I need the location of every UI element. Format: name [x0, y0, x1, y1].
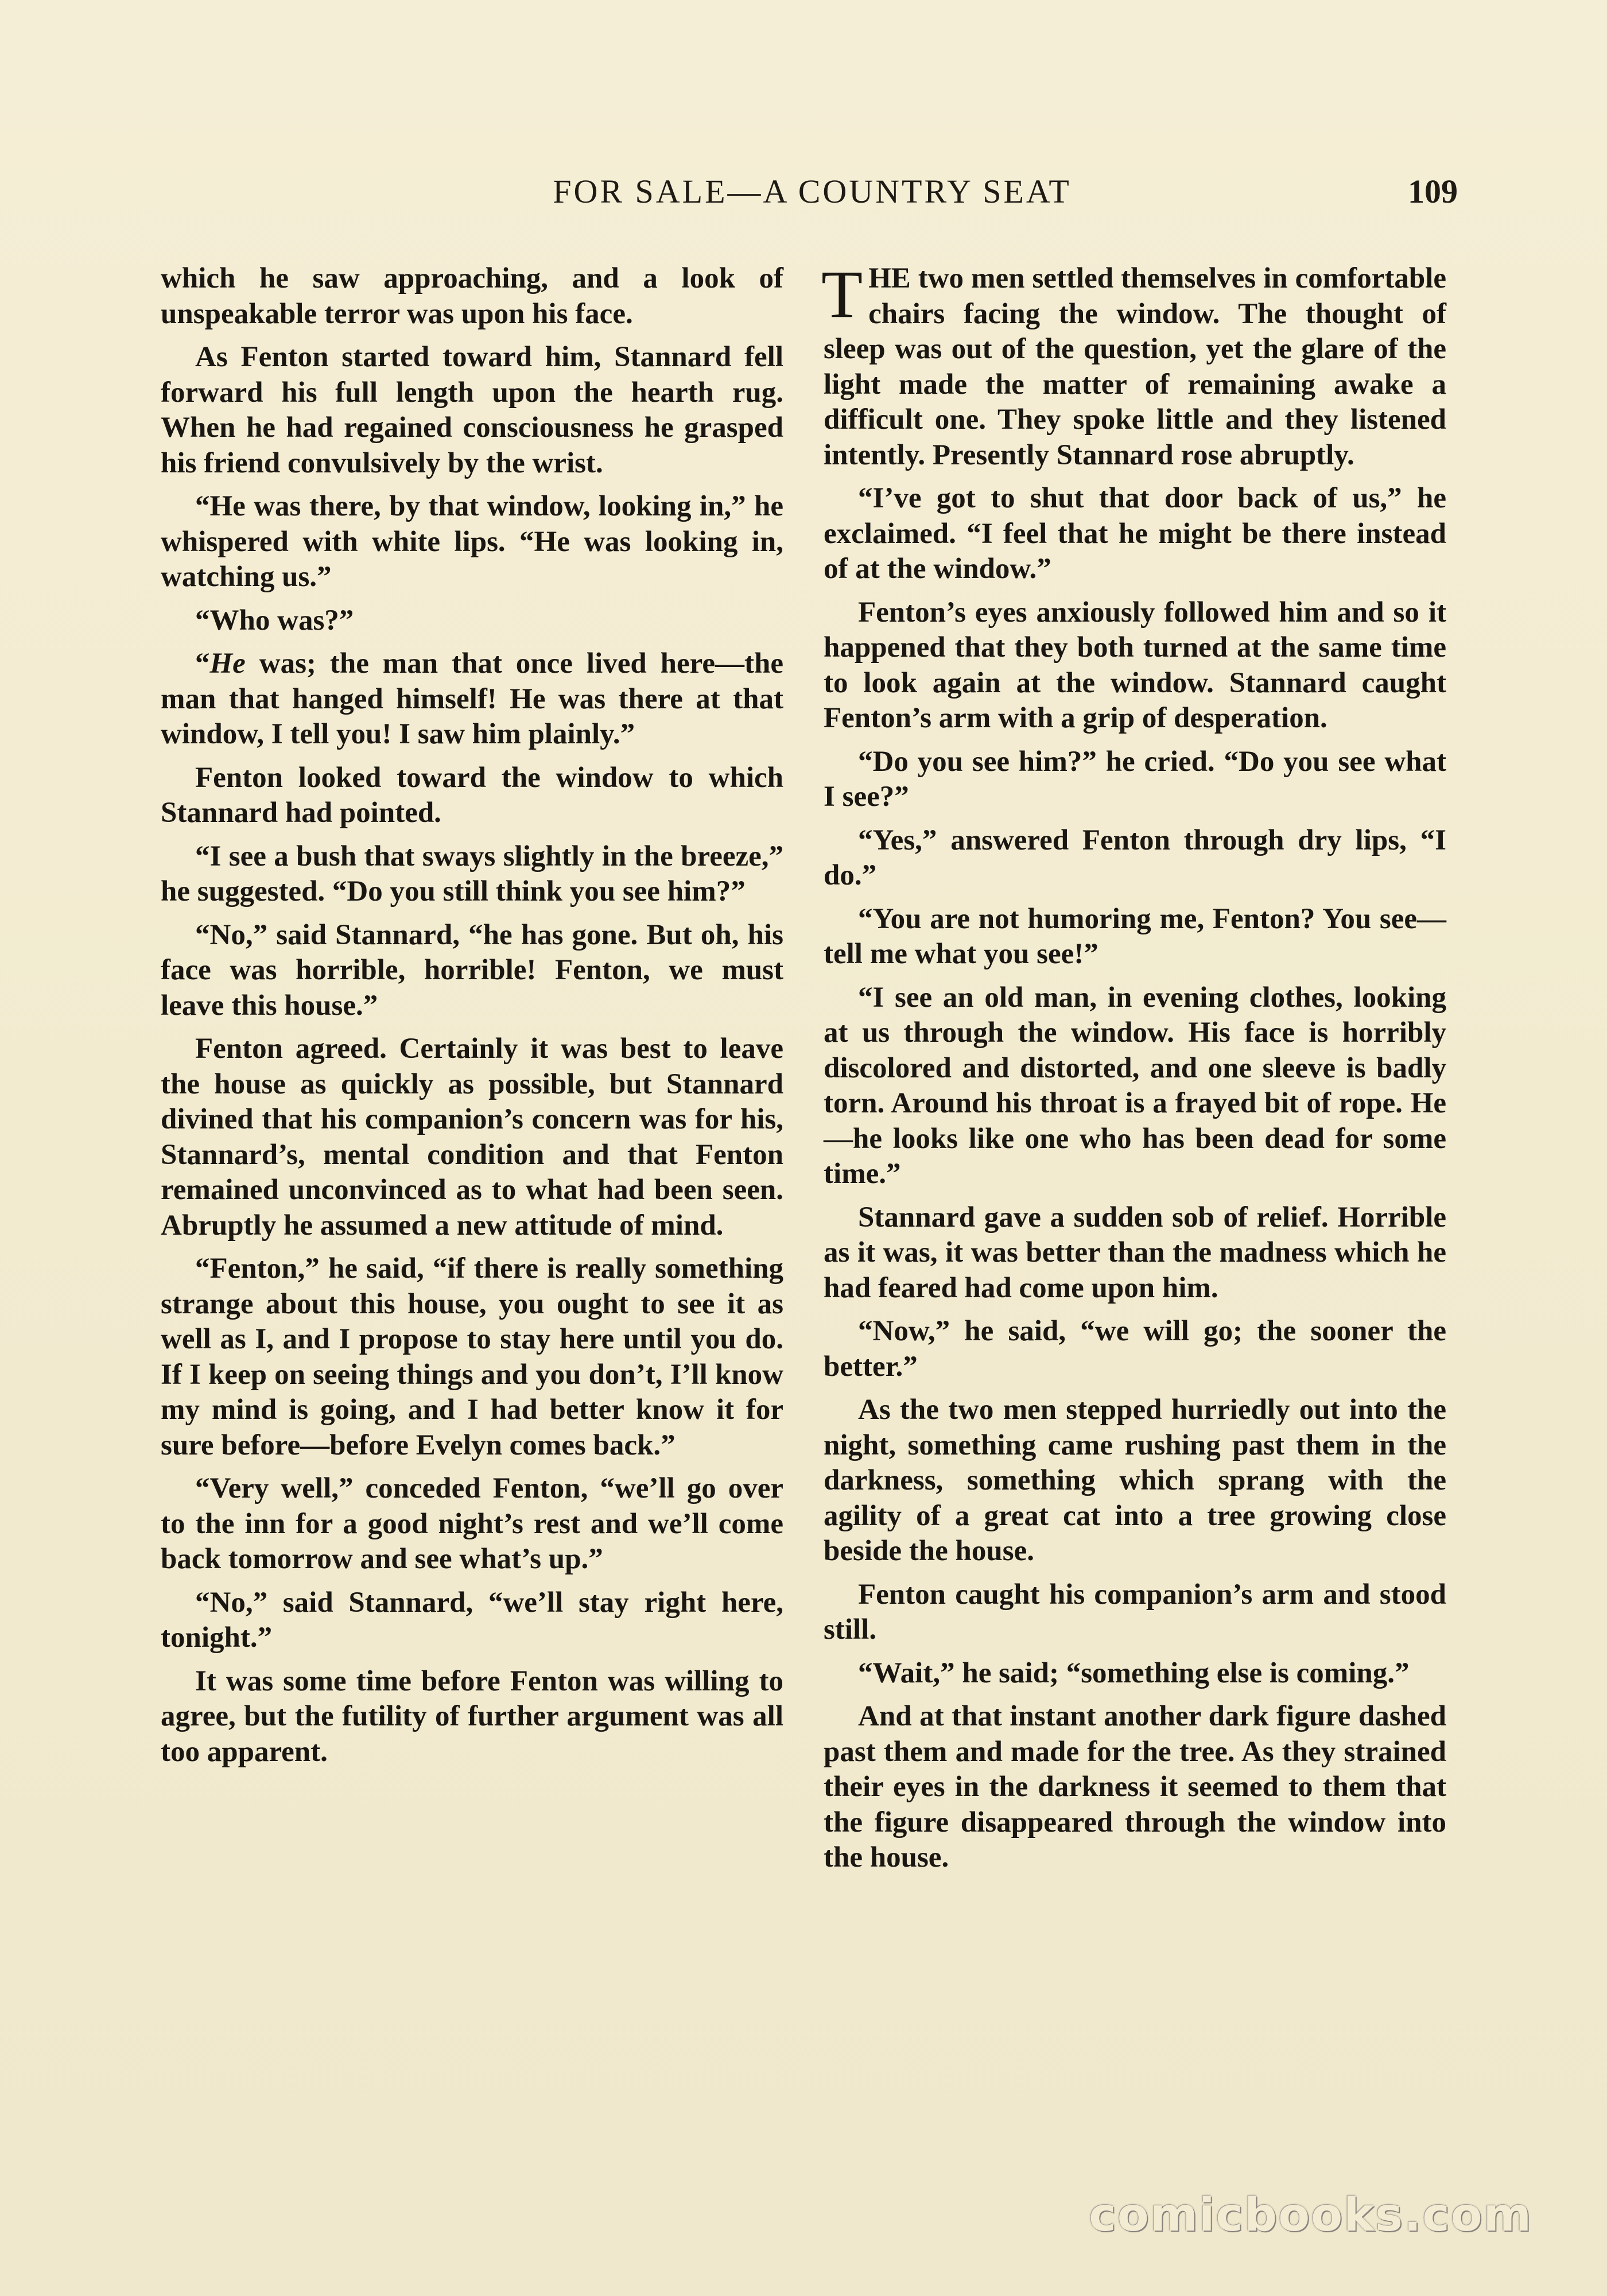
paragraph: Fenton’s eyes anxiously followed him and so it happened that they both turned at the same time to look again at the window. Stannard caught Fenton’s arm with a grip of desperation. — [824, 596, 1446, 734]
paragraph: “I see a bush that sways slightly in the breeze,” he suggested. “Do you still think you see him?” — [161, 840, 783, 907]
paragraph: “Very well,” conceded Fenton, “we’ll go over to the inn for a good night’s rest and we’ll come back tomorrow and see what’s up.” — [161, 1472, 783, 1575]
paragraph: “He was there, by that window, looking in,” he whispered with white lips. “He was looking in, watching us.” — [161, 490, 783, 593]
page-number: 109 — [1408, 173, 1458, 210]
paragraph: which he saw approaching, and a look of unspeakable terror was upon his face. — [161, 262, 783, 330]
paragraph: “I’ve got to shut that door back of us,” he exclaimed. “I feel that he might be there instead of at the window.” — [824, 482, 1446, 585]
paragraph: “Yes,” answered Fenton through dry lips, “I do.” — [824, 824, 1446, 891]
page-header — [166, 172, 1458, 224]
paragraph: “Wait,” he said; “something else is coming.” — [858, 1657, 1410, 1689]
paragraph: “I see an old man, in evening clothes, looking at us through the window. His face is horribly discolored and distorted, and one sleeve is badly torn. Around his throat is a frayed bit of rope. He—he looks like one who has been dead for some time.” — [824, 981, 1446, 1190]
paragraph: It was some time before Fenton was willing to agree, but the futility of further argument was all too apparent. — [161, 1665, 783, 1768]
paragraph: “Fenton,” he said, “if there is really something strange about this house, you ought to see it as well as I, and I propose to stay here until you do. If I keep on seeing things and you don’t, I’ll know my mind is going, and I had better know it for sure before—before Evelyn comes back.” — [161, 1252, 783, 1461]
paragraph: Fenton caught his companion’s arm and stood still. — [824, 1578, 1446, 1646]
paragraph: As the two men stepped hurriedly out into the night, something came rushing past them in the darkness, something which sprang with the agility of a great cat into a tree growing close beside the house. — [824, 1394, 1446, 1567]
site-watermark: comicbooks.com — [1089, 2188, 1532, 2241]
paragraph: “No,” said Stannard, “we’ll stay right here, tonight.” — [161, 1586, 783, 1654]
paragraph: Fenton looked toward the window to which Stannard had pointed. — [161, 761, 783, 829]
opening-text: HE two men settled themselves in comfortable chairs facing the window. The thought of sleep was out of the question, yet the glare of the light made the matter of remaining awake a difficult one. They spoke little and they listened intently. Presently Stannard rose abruptly. — [824, 262, 1446, 471]
paragraph-opening — [821, 257, 1446, 473]
right-column — [821, 257, 1446, 1884]
paragraph-rest: was; the man that once lived here—the man that hanged himself! He was there at that window, I tell you! I saw him plainly.” — [161, 647, 783, 750]
running-head: FOR SALE—A COUNTRY SEAT — [553, 173, 1072, 210]
paragraph: “Now,” he said, “we will go; the sooner the better.” — [824, 1315, 1446, 1383]
paragraph-emphasis — [161, 646, 783, 753]
paragraph: Fenton agreed. Certainly it was best to leave the house as quickly as possible, but Stannard divined that his companion’s concern was for his, Stannard’s, mental condition and that Fenton remained unconvinced as to what had been seen. Abruptly he assumed a new attitude of mind. — [161, 1033, 783, 1242]
paragraph: “Who was?” — [195, 604, 354, 637]
paragraph: As Fenton started toward him, Stannard fell forward his full length upon the hearth rug. When he had regained consciousness he grasped his friend convulsively by the wrist. — [161, 341, 783, 479]
emphasized-word: He — [209, 647, 246, 680]
paragraph: Stannard gave a sudden sob of relief. Horrible as it was, it was better than the madness which he had feared had come upon him. — [824, 1201, 1446, 1304]
left-column — [161, 261, 783, 1778]
paragraph: And at that instant another dark figure dashed past them and made for the tree. As they strained their eyes in the darkness it seemed to them that the figure disappeared through the window into the house. — [824, 1700, 1446, 1874]
paragraph: “No,” said Stannard, “he has gone. But oh, his face was horrible, horrible! Fenton, we must leave this house.” — [161, 918, 783, 1022]
paragraph: “You are not humoring me, Fenton? You see—tell me what you see!” — [824, 902, 1446, 970]
open-quote: “ — [195, 647, 210, 680]
drop-cap: T — [821, 257, 863, 332]
paragraph: “Do you see him?” he cried. “Do you see what I see?” — [824, 745, 1446, 813]
